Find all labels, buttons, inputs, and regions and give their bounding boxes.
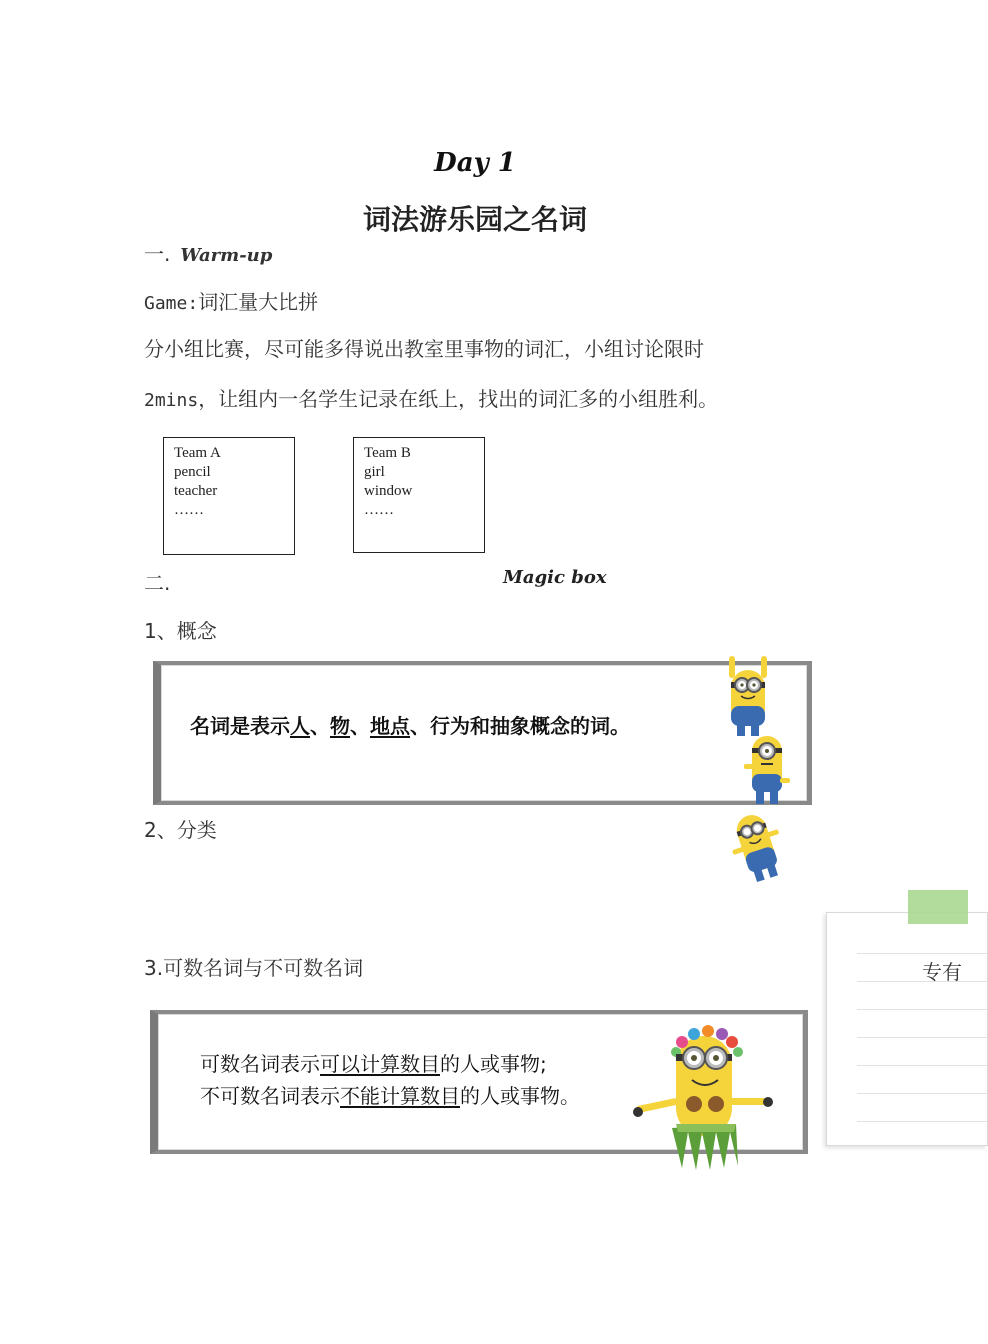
game-line <box>144 286 318 315</box>
item-countable: 3.可数名词与不可数名词 <box>144 956 364 980</box>
note-line <box>857 953 987 954</box>
definition-text: 、行为和抽象概念的词。 <box>410 714 630 738</box>
countable-text: 的人或事物。 <box>460 1084 580 1108</box>
time-limit: 2mins <box>144 390 199 411</box>
definition-text: 、 <box>350 714 370 738</box>
team-word: …… <box>364 502 394 518</box>
day-title: Day 1 <box>434 148 516 178</box>
definition-text: 、 <box>310 714 330 738</box>
countable-line2 <box>200 1080 580 1109</box>
team-b-box <box>353 437 485 553</box>
game-name: 词汇量大比拼 <box>198 290 319 314</box>
game-description-line2 <box>144 383 718 412</box>
team-word: …… <box>174 502 204 518</box>
note-line <box>857 1121 987 1122</box>
definition-underlined: 人 <box>290 714 310 738</box>
minion-hanging-icon <box>723 656 773 738</box>
section-magicbox-title: Magic box <box>503 567 607 588</box>
minion-hula-icon <box>630 1020 776 1172</box>
countable-text: 的人或事物; <box>440 1052 547 1076</box>
page-title: 词法游乐园之名词 <box>362 203 587 236</box>
game-description-line1: 分小组比赛，尽可能多得说出教室里事物的词汇，小组讨论限时 <box>144 337 704 361</box>
note-line <box>857 1065 987 1066</box>
note-line <box>857 1009 987 1010</box>
team-name: Team A <box>174 445 221 461</box>
section-number: 一. <box>144 242 171 266</box>
definition-underlined: 地点 <box>370 714 410 738</box>
countable-underlined: 不能计算数目 <box>340 1084 460 1108</box>
minion-climbing-icon <box>742 734 792 808</box>
countable-underlined: 可以计算数目 <box>320 1052 440 1076</box>
team-word: teacher <box>174 483 218 499</box>
side-note-card <box>826 912 988 1146</box>
team-word: pencil <box>174 464 211 480</box>
team-word: girl <box>364 464 385 480</box>
minion-waving-icon <box>728 808 788 884</box>
definition-text: 名词是表示 <box>190 714 290 738</box>
countable-text: 可数名词表示 <box>200 1052 320 1076</box>
game-prefix: Game: <box>144 293 199 314</box>
note-tape <box>908 890 968 924</box>
team-name: Team B <box>364 445 411 461</box>
side-note-text: 专有 <box>922 960 962 984</box>
section-warmup-heading <box>144 238 272 267</box>
team-a-box <box>163 437 295 555</box>
countable-line1 <box>200 1048 547 1077</box>
team-word: window <box>364 483 413 499</box>
note-line <box>857 1093 987 1094</box>
section-magicbox-number: 二. <box>144 571 171 595</box>
note-line <box>857 1037 987 1038</box>
game-description-rest: ，让组内一名学生记录在纸上，找出的词汇多的小组胜利。 <box>198 387 719 411</box>
item-classification: 2、分类 <box>144 818 217 842</box>
section-title: Warm-up <box>180 245 273 266</box>
noun-definition <box>190 710 630 739</box>
countable-text: 不可数名词表示 <box>200 1084 340 1108</box>
item-concept: 1、概念 <box>144 619 217 643</box>
definition-underlined: 物 <box>330 714 350 738</box>
